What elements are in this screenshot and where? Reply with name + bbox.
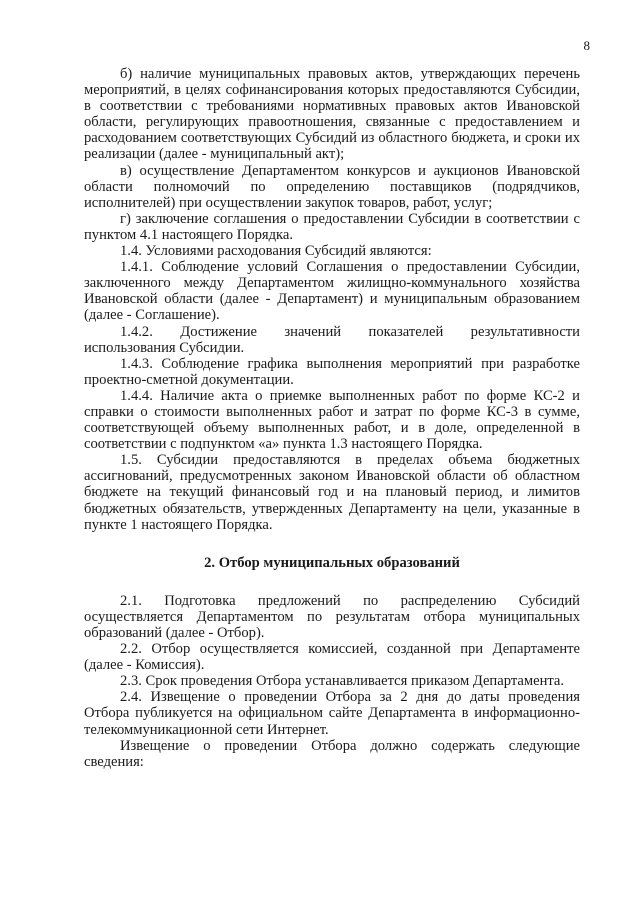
- paragraph-2-2: 2.2. Отбор осуществляется комиссией, созданной при Департаменте (далее - Комиссия).: [84, 641, 580, 674]
- paragraph-1-5: 1.5. Субсидии предоставляются в пределах объема бюджетных ассигнований, предусмотренных законом Ивановской области об областном бюджете на текущий финансовый год и на плановый период, и лимитов бюджетных обязательств, утвержденных Департаменту на цели, указанные в пункте 1 настоящего Порядка.: [84, 452, 580, 533]
- document-body: [84, 66, 580, 770]
- paragraph-v: в) осуществление Департаментом конкурсов и аукционов Ивановской области полномочий по определению поставщиков (подрядчиков, исполнителей) при осуществлении закупок товаров, работ, услуг;: [84, 162, 580, 211]
- paragraph-g: г) заключение соглашения о предоставлении Субсидии в соответствии с пунктом 4.1 настоящего Порядка.: [84, 210, 580, 243]
- paragraph-b: б) наличие муниципальных правовых актов, утверждающих перечень мероприятий, в целях софинансирования которых предоставляются Субсидии, в соответствии с требованиями нормативных правовых актов Ивановской области, регулирующих правоотношения, связанные с предоставлением и расходованием соответствующих Субсидий из областного бюджета, и сроки их реализации (далее - муниципальный акт);: [84, 66, 580, 163]
- paragraph-1-4: 1.4. Условиями расходования Субсидий являются:: [120, 243, 432, 260]
- paragraph-1-4-2: 1.4.2. Достижение значений показателей результативности использования Субсидии.: [84, 323, 580, 356]
- paragraph-2-1: 2.1. Подготовка предложений по распределению Субсидий осуществляется Департаментом по результатам отбора муниципальных образований (далее - Отбор).: [84, 592, 580, 641]
- paragraph-1-4-1: 1.4.1. Соблюдение условий Соглашения о предоставлении Субсидии, заключенного между Департаментом жилищно-коммунального хозяйства Ивановской области (далее - Департамент) и муниципальным образованием (далее - Соглашение).: [84, 259, 580, 324]
- section-heading: 2. Отбор муниципальных образований: [204, 554, 460, 571]
- paragraph-1-4-4: 1.4.4. Наличие акта о приемке выполненных работ по форме КС-2 и справки о стоимости выполненных работ и затрат по форме КС-3 в сумме, соответствующей объему выполненных работ, и в доле, определенной в соответствии с подпунктом «а» пункта 1.3 настоящего Порядка.: [84, 387, 580, 453]
- paragraph-notice-contents: Извещение о проведении Отбора должно содержать следующие сведения:: [84, 737, 580, 770]
- paragraph-2-4: 2.4. Извещение о проведении Отбора за 2 дня до даты проведения Отбора публикуется на официальном сайте Департамента в информационно-телекоммуникационной сети Интернет.: [84, 689, 580, 738]
- paragraph-2-3: 2.3. Срок проведения Отбора устанавливается приказом Департамента.: [120, 673, 565, 690]
- page-number: 8: [583, 38, 590, 53]
- paragraph-1-4-3: 1.4.3. Соблюдение графика выполнения мероприятий при разработке проектно-сметной документации.: [84, 355, 580, 388]
